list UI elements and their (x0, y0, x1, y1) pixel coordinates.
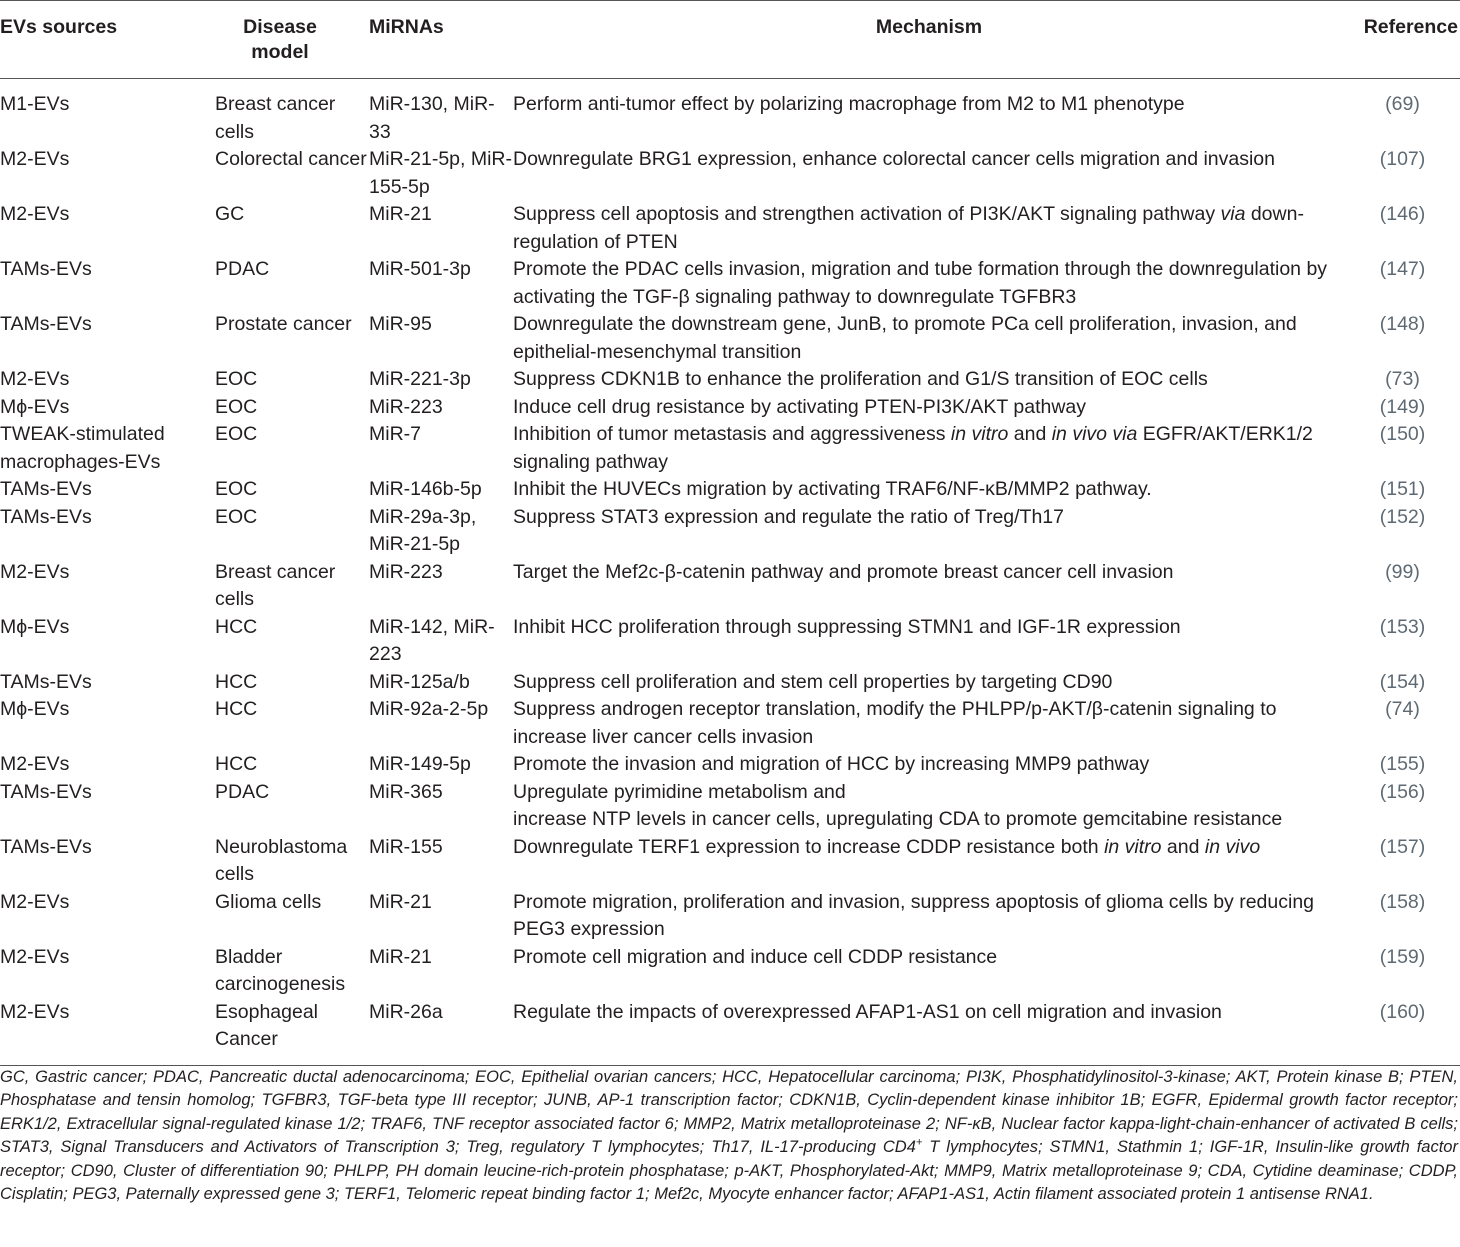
cell-reference (1345, 366, 1460, 394)
cell-disease-model: GC (215, 203, 245, 225)
cell-mirnas: MiR-155 (369, 835, 443, 858)
cell-mirnas: MiR-125a/b (369, 670, 470, 693)
cell-evs-source: Mϕ-EVs (0, 395, 70, 418)
cell-reference (1345, 614, 1460, 669)
reference-link[interactable]: (158) (1379, 890, 1426, 913)
header-disease-model: Disease model (215, 1, 369, 79)
cell-mirnas: MiR-29a-3p, MiR-21-5p (369, 505, 477, 555)
cell-disease-model: Breast cancer cells (215, 560, 336, 610)
cell-mirnas: MiR-365 (369, 780, 443, 803)
header-evs-sources: EVs sources (0, 1, 215, 79)
table-row (0, 696, 1460, 751)
cell-mirnas: MiR-142, MiR-223 (369, 615, 495, 665)
cell-disease-model: HCC (215, 615, 258, 638)
cell-mirnas: MiR-501-3p (369, 258, 471, 280)
cell-evs-source: TAMs-EVs (0, 258, 92, 280)
cell-mirnas: MiR-7 (369, 423, 421, 445)
cell-mechanism: Suppress CDKN1B to enhance the proliferation and G1/S transition of EOC cells (513, 368, 1208, 390)
cell-mirnas: MiR-221-3p (369, 368, 471, 390)
cell-reference (1345, 999, 1460, 1066)
cell-disease-model: PDAC (215, 780, 270, 803)
reference-link[interactable]: (154) (1379, 670, 1426, 693)
cell-disease-model: Esophageal Cancer (215, 999, 369, 1066)
cell-mirnas: MiR-21 (369, 890, 432, 913)
table-body (0, 79, 1460, 1066)
cell-evs-source: M2-EVs (0, 203, 70, 225)
cell-reference (1345, 421, 1460, 476)
table-row (0, 366, 1460, 394)
cell-reference (1345, 79, 1460, 147)
reference-link[interactable]: (69) (1385, 93, 1420, 115)
cell-reference (1345, 504, 1460, 559)
table-row (0, 834, 1460, 889)
cell-mirnas: MiR-21 (369, 945, 432, 968)
header-mechanism: Mechanism (513, 1, 1345, 79)
cell-mirnas: MiR-223 (369, 395, 443, 418)
cell-mirnas: MiR-92a-2-5p (369, 698, 489, 720)
table-row (0, 311, 1460, 366)
cell-mechanism: Induce cell drug resistance by activating PTEN-PI3K/AKT pathway (513, 395, 1087, 418)
table-row (0, 79, 1460, 147)
cell-reference (1345, 476, 1460, 504)
cell-mechanism: Promote the invasion and migration of HCC by increasing MMP9 pathway (513, 753, 1150, 775)
cell-mechanism: Suppress cell proliferation and stem cell properties by targeting CD90 (513, 670, 1113, 693)
cell-disease-model: Neuroblastoma cells (215, 835, 348, 885)
cell-disease-model: EOC (215, 368, 258, 390)
reference-link[interactable]: (107) (1379, 148, 1426, 170)
cell-evs-source: TAMs-EVs (0, 313, 92, 335)
header-reference: Reference (1345, 1, 1460, 79)
cell-disease-model: HCC (215, 753, 258, 775)
cell-mechanism: Upregulate pyrimidine metabolism and increase NTP levels in cancer cells, upregulating CDA to promote gemcitabine resistance (513, 780, 1283, 830)
table-footnote (0, 1066, 1458, 1206)
reference-link[interactable]: (73) (1385, 368, 1420, 390)
header-mirnas: MiRNAs (369, 1, 513, 79)
table-row (0, 889, 1460, 944)
cell-evs-source: M2-EVs (0, 560, 70, 583)
reference-link[interactable]: (148) (1379, 313, 1426, 335)
cell-disease-model: EOC (215, 478, 258, 500)
cell-mechanism: Downregulate BRG1 expression, enhance colorectal cancer cells migration and invasion (513, 148, 1275, 170)
cell-reference (1345, 834, 1460, 889)
cell-mechanism: Downregulate TERF1 expression to increase CDDP resistance both in vitro and in vivo (513, 835, 1261, 858)
table-row (0, 201, 1460, 256)
cell-mirnas: MiR-223 (369, 560, 443, 583)
cell-disease-model: HCC (215, 698, 258, 720)
table-row (0, 751, 1460, 779)
cell-reference (1345, 201, 1460, 256)
cell-mechanism: Regulate the impacts of overexpressed AFAP1-AS1 on cell migration and invasion (513, 999, 1345, 1066)
cell-mirnas: MiR-95 (369, 313, 432, 335)
cell-reference (1345, 146, 1460, 201)
cell-mirnas: MiR-21 (369, 203, 432, 225)
cell-disease-model: EOC (215, 423, 258, 445)
cell-disease-model: EOC (215, 395, 258, 418)
cell-mechanism: Suppress androgen receptor translation, modify the PHLPP/p-AKT/β-catenin signaling to increase liver cancer cells invasion (513, 698, 1277, 748)
cell-mechanism: Promote migration, proliferation and invasion, suppress apoptosis of glioma cells by reducing PEG3 expression (513, 890, 1315, 940)
cell-disease-model: PDAC (215, 258, 270, 280)
cell-evs-source: TAMs-EVs (0, 835, 92, 858)
abbreviations-footnote: GC, Gastric cancer; PDAC, Pancreatic ductal adenocarcinoma; EOC, Epithelial ovarian cancers; HCC, Hepatocellular carcinoma; PI3K, Phosphatidylinositol-3-kinase; AKT, Protein kinase B; PTEN, Phosphatase and tensin homolog; TGFBR3, TGF-beta type III receptor; JUNB, AP-1 transcription factor; CDKN1B, Cyclin-dependent kinase inhibitor 1B; EGFR, Epidermal growth factor receptor; ERK1/2, Extracellular signal-regulated kinase 1/2; TRAF6, TNF receptor associated factor 6; MMP2, Matrix metalloproteinase 2; NF-κB, Nuclear factor kappa-light-chain-enhancer of activated B cells; STAT3, Signal Transducers and Activators of Transcription 3; Treg, regulatory T lymphocytes; Th17, IL-17-producing CD4+ T lymphocytes; STMN1, Stathmin 1; IGF-1R, Insulin-like growth factor receptor; CD90, Cluster of differentiation 90; PHLPP, PH domain leucine-rich-protein phosphatase; p-AKT, Phosphorylated-Akt; MMP9, Matrix metalloproteinase 9; CDA, Cytidine deaminase; CDDP, Cisplatin; PEG3, Paternally expressed gene 3; TERF1, Telomeric repeat binding factor 1; Mef2c, Myocyte enhancer factor; AFAP1-AS1, Actin filament associated protein 1 antisense RNA1. (0, 1068, 1458, 1204)
cell-disease-model: EOC (215, 505, 258, 528)
cell-evs-source: TAMs-EVs (0, 505, 92, 528)
cell-evs-source: M1-EVs (0, 93, 70, 115)
cell-mirnas: MiR-149-5p (369, 753, 471, 775)
table-row (0, 394, 1460, 422)
reference-link[interactable]: (155) (1379, 753, 1426, 775)
cell-disease-model: Glioma cells (215, 890, 322, 913)
cell-reference (1345, 256, 1460, 311)
cell-reference (1345, 311, 1460, 366)
table-header (0, 1, 1460, 79)
table-row (0, 476, 1460, 504)
cell-mechanism: Promote the PDAC cells invasion, migration and tube formation through the downregulation by activating the TGF-β signaling pathway to downregulate TGFBR3 (513, 258, 1328, 308)
cell-evs-source: TAMs-EVs (0, 670, 92, 693)
cell-disease-model: Colorectal cancer (215, 148, 367, 170)
cell-evs-source: M2-EVs (0, 945, 70, 968)
cell-reference (1345, 669, 1460, 697)
cell-mirnas: MiR-146b-5p (369, 478, 482, 500)
cell-evs-source: M2-EVs (0, 148, 70, 170)
reference-link[interactable]: (151) (1379, 478, 1426, 500)
cell-reference (1345, 944, 1460, 999)
table-row (0, 256, 1460, 311)
table-row (0, 559, 1460, 614)
cell-disease-model: Bladder carcinogenesis (215, 945, 346, 995)
cell-reference (1345, 751, 1460, 779)
reference-link[interactable]: (157) (1379, 835, 1426, 858)
table-row (0, 779, 1460, 834)
reference-link[interactable]: (153) (1379, 615, 1426, 638)
cell-mechanism: Inhibit HCC proliferation through suppressing STMN1 and IGF-1R expression (513, 615, 1181, 638)
cell-evs-source: TWEAK-stimulated macrophages-EVs (0, 423, 165, 473)
reference-link[interactable]: (150) (1379, 423, 1426, 445)
reference-link[interactable]: (156) (1379, 780, 1426, 803)
cell-evs-source: TAMs-EVs (0, 780, 92, 803)
reference-link[interactable]: (146) (1379, 203, 1426, 225)
cell-evs-source: Mϕ-EVs (0, 698, 70, 720)
cell-mechanism: Inhibit the HUVECs migration by activating TRAF6/NF-κB/MMP2 pathway. (513, 478, 1152, 500)
cell-mirnas: MiR-26a (369, 999, 513, 1066)
cell-reference (1345, 696, 1460, 751)
cell-disease-model: Breast cancer cells (215, 93, 336, 143)
cell-disease-model: Prostate cancer (215, 313, 352, 335)
table-row (0, 944, 1460, 999)
cell-mechanism: Perform anti-tumor effect by polarizing macrophage from M2 to M1 phenotype (513, 93, 1185, 115)
cell-mechanism: Target the Mef2c-β-catenin pathway and promote breast cancer cell invasion (513, 560, 1174, 583)
table-row (0, 146, 1460, 201)
reference-link[interactable]: (99) (1385, 560, 1420, 583)
cell-evs-source: TAMs-EVs (0, 478, 92, 500)
cell-disease-model: HCC (215, 670, 258, 693)
reference-link[interactable]: (159) (1379, 945, 1426, 968)
reference-link[interactable]: (149) (1379, 395, 1426, 418)
cell-mechanism: Suppress cell apoptosis and strengthen activation of PI3K/AKT signaling pathway via down-regulation of PTEN (513, 203, 1304, 253)
cell-reference (1345, 889, 1460, 944)
cell-mirnas: MiR-130, MiR-33 (369, 93, 495, 143)
table-row (0, 504, 1460, 559)
cell-evs-source: M2-EVs (0, 753, 70, 775)
cell-mirnas: MiR-21-5p, MiR-155-5p (369, 148, 513, 198)
cell-reference (1345, 779, 1460, 834)
reference-link[interactable]: (152) (1379, 505, 1426, 528)
cell-mechanism: Suppress STAT3 expression and regulate the ratio of Treg/Th17 (513, 505, 1064, 528)
cell-reference (1345, 394, 1460, 422)
reference-link[interactable]: (74) (1385, 698, 1420, 720)
reference-link[interactable]: (147) (1379, 258, 1426, 280)
cell-mechanism: Downregulate the downstream gene, JunB, to promote PCa cell proliferation, invasion, and epithelial-mesenchymal transition (513, 313, 1297, 363)
table-row (0, 614, 1460, 669)
cell-evs-source: M2-EVs (0, 999, 215, 1066)
cell-mechanism: Inhibition of tumor metastasis and aggressiveness in vitro and in vivo via EGFR/AKT/ERK1/2 signaling pathway (513, 423, 1313, 473)
cell-evs-source: M2-EVs (0, 368, 70, 390)
reference-link[interactable]: (160) (1379, 1000, 1426, 1023)
table-row (0, 999, 1460, 1066)
cell-mechanism: Promote cell migration and induce cell CDDP resistance (513, 945, 998, 968)
table-row (0, 669, 1460, 697)
cell-reference (1345, 559, 1460, 614)
table-row (0, 421, 1460, 476)
cell-evs-source: Mϕ-EVs (0, 615, 70, 638)
cell-evs-source: M2-EVs (0, 890, 70, 913)
